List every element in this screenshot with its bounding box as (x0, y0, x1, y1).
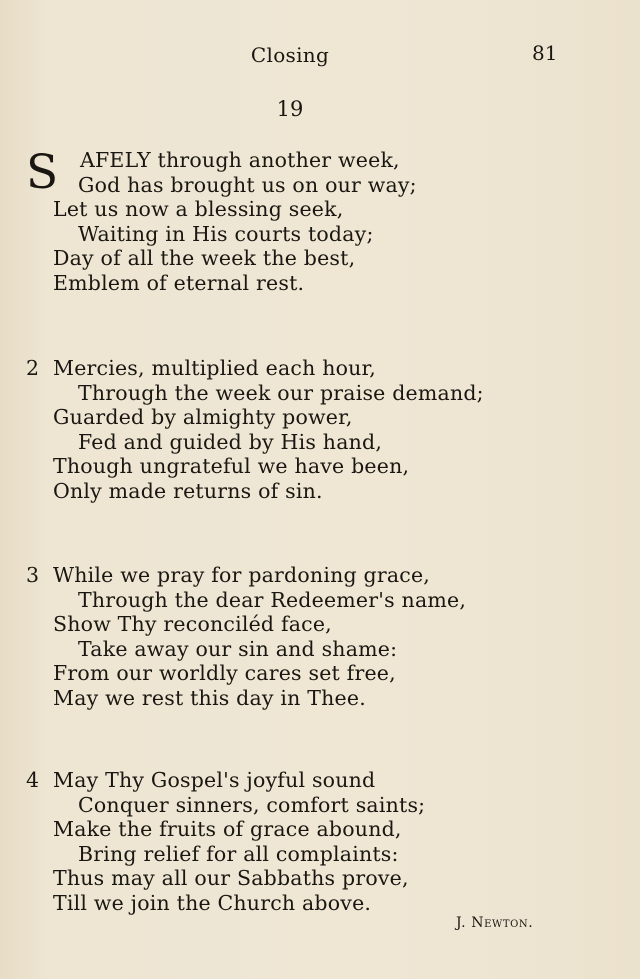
stanza-3-line-2: Through the dear Redeemer's name, (78, 587, 467, 612)
stanza-2-line-5: Though ungrateful we have been, (53, 454, 410, 478)
stanza-4 (26, 768, 596, 915)
hymn-number: 19 (276, 97, 304, 121)
stanza-4-line-2: Conquer sinners, comfort saints; (78, 792, 426, 817)
stanza-3-line-1 (26, 563, 596, 588)
stanza-3-line-3: Show Thy reconciléd face, (53, 612, 332, 636)
stanza-4-line-3: Make the fruits of grace abound, (53, 817, 402, 841)
author-attribution: J. Newton. (456, 915, 534, 931)
stanza-1-line-4: Waiting in His courts today; (78, 221, 374, 246)
drop-cap-letter: S (26, 145, 59, 200)
stanza-3-line-6: May we rest this day in Thee. (53, 685, 366, 710)
page-number: 81 (532, 41, 558, 65)
stanza-1 (26, 145, 596, 295)
stanza-2-line-3: Guarded by almighty power, (53, 405, 353, 429)
verse-number: 3 (26, 563, 40, 587)
stanza-2-line-2: Through the week our praise demand; (78, 380, 484, 405)
stanza-1-line-6: Emblem of eternal rest. (53, 270, 305, 295)
stanza-2 (26, 356, 596, 503)
stanza-4-line-4: Bring relief for all complaints: (78, 841, 399, 866)
stanza-1-line-2: God has brought us on our way; (78, 172, 417, 197)
verse-number: 2 (26, 356, 40, 380)
stanza-2-line-4: Fed and guided by His hand, (78, 429, 383, 454)
stanza-3 (26, 563, 596, 710)
stanza-4-line-5: Thus may all our Sabbaths prove, (53, 866, 409, 890)
stanza-line-text: AFELY through another week, (80, 148, 400, 172)
stanza-1-line-3: Let us now a blessing seek, (53, 197, 344, 221)
running-header-title: Closing (250, 43, 330, 67)
stanza-3-line-4: Take away our sin and shame: (78, 636, 398, 661)
stanza-line-text: Mercies, multiplied each hour, (53, 356, 377, 380)
stanza-2-line-6: Only made returns of sin. (53, 478, 323, 503)
verse-number: 4 (26, 768, 40, 792)
stanza-4-line-1 (26, 768, 596, 793)
stanza-2-line-1 (26, 356, 596, 381)
stanza-4-line-6: Till we join the Church above. (53, 890, 372, 915)
stanza-1-line-5: Day of all the week the best, (53, 246, 356, 270)
stanza-line-text: While we pray for pardoning grace, (53, 563, 431, 587)
stanza-3-line-5: From our worldly cares set free, (53, 661, 396, 685)
stanza-line-text: May Thy Gospel's joyful sound (53, 768, 376, 792)
